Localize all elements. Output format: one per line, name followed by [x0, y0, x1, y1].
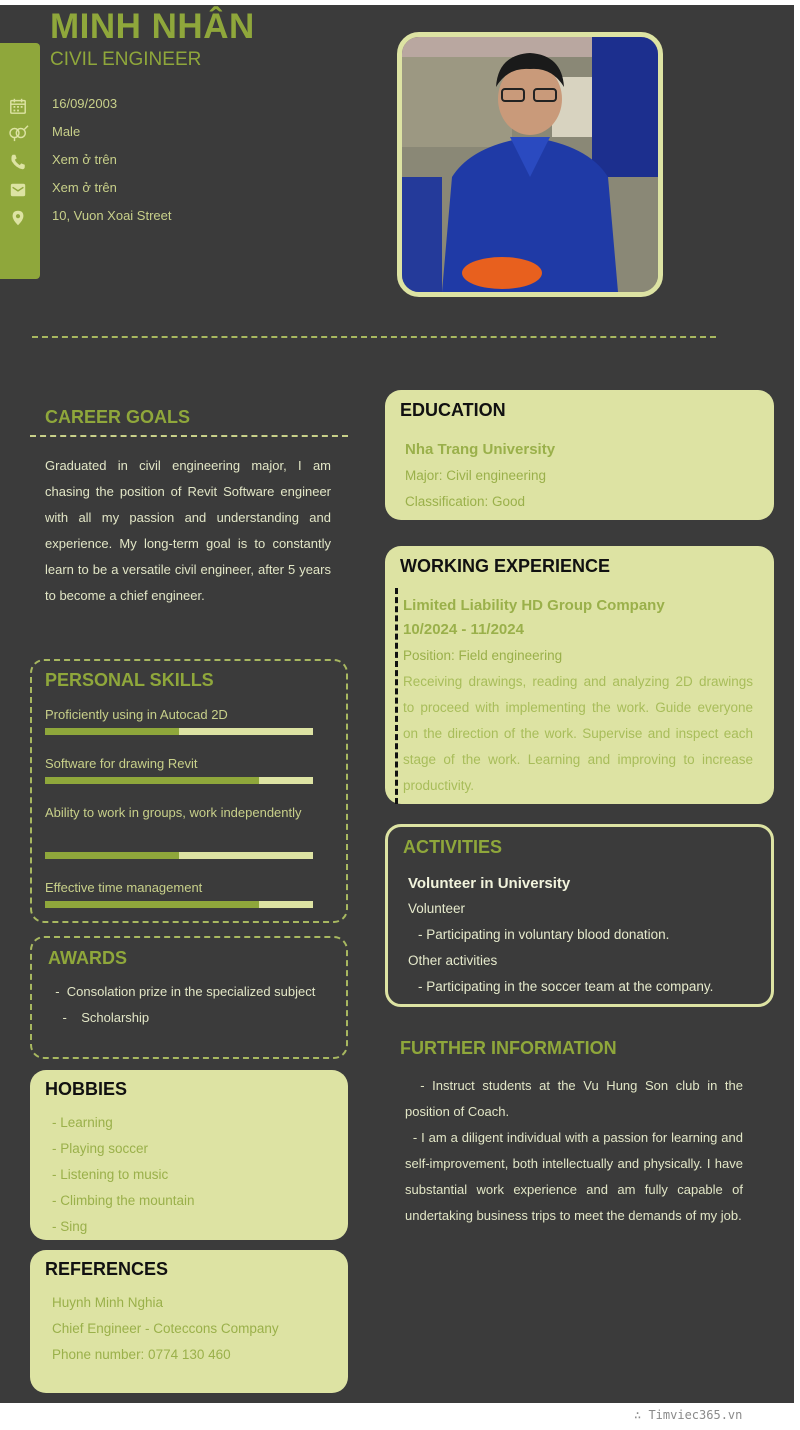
calendar-icon	[8, 97, 28, 117]
skill-bar-fill	[45, 852, 179, 859]
experience-description: Receiving drawings, reading and analyzing 2D drawings to proceed with implementing the work. Guide everyone on the direction of the work. Supervise and inspect each stage of the work. Learning and improving to increase productivity.	[403, 674, 753, 793]
skill-bar	[45, 852, 313, 859]
further-info-text: - Instruct students at the Vu Hung Son club in the position of Coach. - I am a diligent individual with a passion for learning and self-improvement, both intellectually and physically. I have substantial work experience and am fully capable of undertaking business trips to meet the demands of my job.	[405, 1078, 743, 1223]
skill-label: Ability to work in groups, work independently	[45, 805, 302, 820]
gender-text: Male	[52, 124, 81, 139]
skill-label: Effective time management	[45, 880, 203, 895]
address-text: 10, Vuon Xoai Street	[52, 208, 172, 223]
phone-text: Xem ở trên	[52, 152, 117, 167]
further-info-title: FURTHER INFORMATION	[400, 1038, 617, 1058]
contact-icon-bar	[0, 43, 40, 279]
activities-title: ACTIVITIES	[403, 837, 503, 857]
skill-label: Software for drawing Revit	[45, 756, 198, 771]
career-goals-title: CAREER GOALS	[45, 407, 191, 427]
skill-bar-fill	[45, 777, 259, 784]
awards-text: - Consolation prize in the specialized subject - Scholarship	[55, 984, 316, 1025]
awards-title: AWARDS	[48, 948, 128, 968]
hobbies-title: HOBBIES	[45, 1079, 128, 1099]
education-classification: Classification: Good	[405, 494, 526, 509]
reference-name: Huynh Minh Nghia	[52, 1295, 164, 1310]
career-goals-divider	[30, 435, 348, 437]
profile-photo	[397, 32, 663, 297]
watermark: ∴ Timviec365.vn	[634, 1408, 743, 1422]
email-icon	[8, 181, 28, 201]
skill-bar	[45, 728, 313, 735]
skill-bar-fill	[45, 901, 259, 908]
skill-bar	[45, 901, 313, 908]
hobby-item: - Playing soccer	[52, 1141, 149, 1156]
education-major: Major: Civil engineering	[405, 468, 547, 483]
location-icon	[8, 209, 28, 229]
skill-bar	[45, 777, 313, 784]
references-title: REFERENCES	[45, 1259, 169, 1279]
activities-detail: - Participating in the soccer team at the company.	[418, 979, 714, 994]
activities-role: Other activities	[408, 953, 498, 968]
activities-detail: - Participating in voluntary blood donation.	[418, 927, 670, 942]
job-title: CIVIL ENGINEER	[50, 49, 202, 70]
phone-icon	[8, 153, 28, 173]
skill-label: Proficiently using in Autocad 2D	[45, 707, 228, 722]
header-divider	[32, 336, 716, 338]
birthday-text: 16/09/2003	[52, 96, 118, 111]
activities-organization: Volunteer in University	[408, 875, 571, 892]
email-text: Xem ở trên	[52, 180, 117, 195]
education-title: EDUCATION	[400, 400, 506, 420]
experience-period: 10/2024 - 11/2024	[403, 621, 524, 638]
education-school: Nha Trang University	[405, 441, 556, 458]
activities-role: Volunteer	[408, 901, 466, 916]
hobby-item: - Sing	[52, 1219, 88, 1234]
experience-title: WORKING EXPERIENCE	[400, 556, 611, 576]
hobby-item: - Climbing the mountain	[52, 1193, 195, 1208]
reference-phone: Phone number: 0774 130 460	[52, 1347, 231, 1362]
candidate-name: MINH NHÂN	[50, 7, 255, 46]
reference-role: Chief Engineer - Coteccons Company	[52, 1321, 279, 1336]
skill-bar-fill	[45, 728, 179, 735]
experience-timeline	[395, 588, 398, 804]
hobby-item: - Learning	[52, 1115, 113, 1130]
career-goals-text: Graduated in civil engineering major, I am chasing the position of Revit Software engineer with all my passion and understanding and experience. My long-term goal is to constantly learn to be a versatile civil engineer, after 5 years to become a chief engineer.	[45, 458, 331, 603]
hobby-item: - Listening to music	[52, 1167, 169, 1182]
skills-title: PERSONAL SKILLS	[45, 670, 214, 690]
gender-icon	[6, 124, 32, 144]
experience-position: Position: Field engineering	[403, 648, 563, 663]
experience-company: Limited Liability HD Group Company	[403, 597, 665, 614]
cv-page	[0, 5, 794, 1403]
